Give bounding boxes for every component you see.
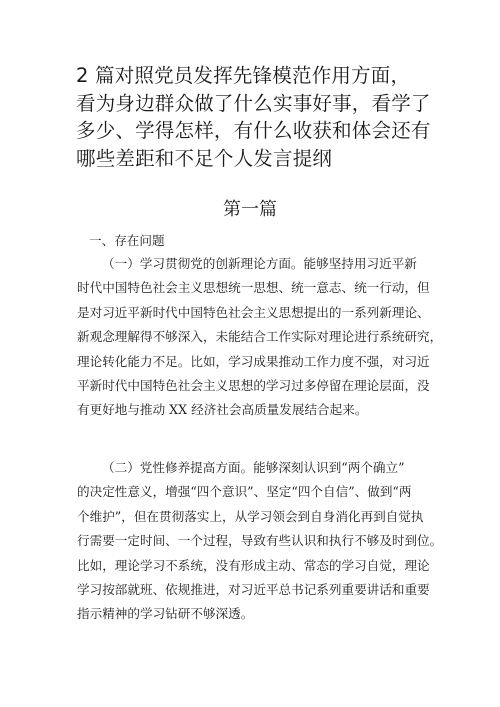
paragraph-line: 平新时代中国特色社会主义思想的学习过多停留在理论层面，没 [77,378,430,394]
subheading [77,229,437,253]
paragraph-line: 学习按部就班、依规推进，对习近平总书记系列重要讲话和重要 [77,582,430,598]
paragraph-2 [77,456,443,627]
paragraph-line: 有更好地与推动 XX 经济社会高质量发展结合起来。 [77,402,368,418]
paragraph-line: 新观念理解得不够深入，未能结合工作实际对理论进行系统研究， [77,329,443,345]
title-line: 哪些差距和不足个人发言提纲 [76,146,333,170]
paragraph-line: （二）党性修养提高方面。能够深刻认识到“两个确立” [102,460,405,475]
paragraph-line: 比如，理论学习不系统，没有形成主动、常态的学习自觉，理论 [77,557,430,573]
paragraph-line: 指示精神的学习钻研不够深透。 [77,606,254,622]
paragraph-line: （一）学习贯彻党的创新理论方面。能够坚持用习近平新 [102,256,417,271]
subheading-text: 一、存在问题 [89,233,165,248]
paragraph-line: 的决定性意义，增强“四个意识”、坚定“四个自信”、做到“两 [77,484,412,500]
paragraph-line: 时代中国特色社会主义思想统一思想、统一意志、统一行动，但 [77,280,430,296]
paragraph-line: 是对习近平新时代中国特色社会主义思想提出的一系列新理论、 [77,304,430,320]
title-line: 多少、学得怎样，有什么收获和体会还有 [76,119,431,142]
paragraph-1 [77,252,443,423]
title-line: 2 篇对照党员发挥先锋模范作用方面， [76,64,411,87]
section-heading: 第一篇 [223,199,277,220]
paragraph-line: 个维护”，但在贯彻落实上，从学习领会到自身消化再到自觉执 [77,508,424,524]
title-line: 看为身边群众做了什么实事好事，看学了 [76,91,431,115]
document-title [76,62,446,172]
paragraph-line: 行需要一定时间、一个过程，导致有些认识和执行不够及时到位。 [77,533,443,549]
paragraph-line: 理论转化能力不足。比如，学习成果推动工作力度不强，对习近 [77,353,430,369]
